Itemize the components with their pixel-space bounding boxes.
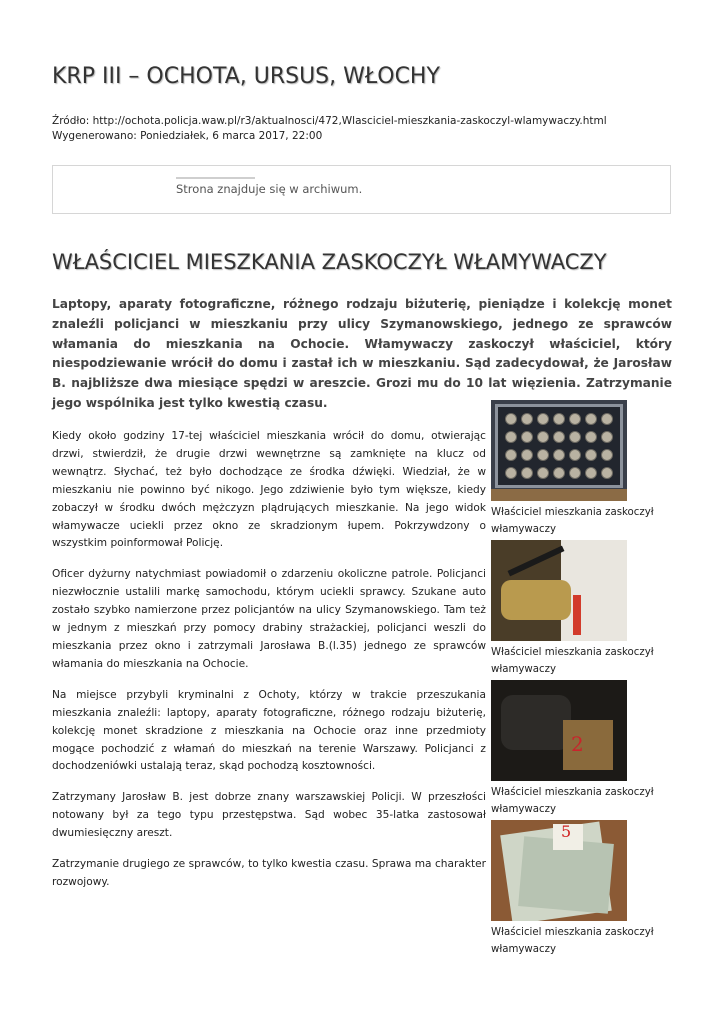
coin <box>601 431 613 443</box>
coin <box>553 431 565 443</box>
coin <box>553 413 565 425</box>
photo-caption: Właściciel mieszkania zaskoczył włamywaczy <box>491 927 654 955</box>
article-paragraph: Na miejsce przybyli kryminalni z Ochoty, którzy w trakcie przeszukania mieszkania znaleźli: laptopy, aparaty fotograficzne, różnego rodzaju biżuterię, kolekcję monet skradzione z mieszkania na Ochocie oraz inne przedmioty mogące pochodzić z włamań do mieszkań na terenie Warszawy. Policjanci z dochodzeniówki ustalają teraz, skąd pochodzą kosztowności. <box>52 688 486 773</box>
coin <box>601 467 613 479</box>
source-url: Źródło: http://ochota.policja.waw.pl/r3/aktualnosci/472,Wlasciciel-mieszkania-zaskoczyl-wlamywaczy.html <box>52 115 607 127</box>
banknotes-photo[interactable] <box>491 820 627 921</box>
archive-notice-box <box>52 165 671 214</box>
article-body <box>52 428 486 905</box>
camera-body <box>501 695 571 750</box>
coin <box>521 431 533 443</box>
coin <box>585 431 597 443</box>
archive-notice-rule <box>176 177 255 179</box>
evidence-number: 2 <box>571 732 584 756</box>
coin <box>585 413 597 425</box>
photo-figure <box>491 540 654 678</box>
photo-caption: Właściciel mieszkania zaskoczył włamywaczy <box>491 787 654 815</box>
jewelry-photo[interactable] <box>491 540 627 641</box>
page-meta <box>52 114 607 144</box>
coin <box>505 449 517 461</box>
coin <box>521 449 533 461</box>
coin <box>505 467 517 479</box>
coin <box>553 449 565 461</box>
coin <box>537 467 549 479</box>
coin <box>505 431 517 443</box>
coin <box>537 413 549 425</box>
coin <box>569 449 581 461</box>
article-paragraph: Zatrzymanie drugiego ze sprawców, to tylko kwestia czasu. Sprawa ma charakter rozwojowy. <box>52 858 486 888</box>
camera-photo[interactable] <box>491 680 627 781</box>
photo-figure <box>491 680 654 818</box>
coin <box>505 413 517 425</box>
archive-notice-text: Strona znajduje się w archiwum. <box>176 182 363 196</box>
article-lead: Laptopy, aparaty fotograficzne, różnego rodzaju biżuterię, pieniądze i kolekcję monet znaleźli policjanci w mieszkaniu przy ulicy Szymanowskiego, jednego ze sprawców włamania do mieszkania na Ochocie. Włamywaczy zaskoczył właściciel, który niespodziewanie wrócił do domu i zastał ich w mieszkaniu. Sąd zadecydował, że Jarosław B. najbliższe dwa miesiące spędzi w areszcie. Grozi mu do 10 lat więzienia. Zatrzymanie jego wspólnika jest tylko kwestią czasu. <box>52 297 672 410</box>
photo-caption: Właściciel mieszkania zaskoczył włamywaczy <box>491 647 654 675</box>
coin <box>537 449 549 461</box>
photo-caption: Właściciel mieszkania zaskoczył włamywaczy <box>491 507 654 535</box>
coin <box>569 467 581 479</box>
article-title: WŁAŚCICIEL MIESZKANIA ZASKOCZYŁ WŁAMYWACZY <box>52 250 607 274</box>
coin <box>569 413 581 425</box>
coin-collection-photo[interactable] <box>491 400 627 501</box>
evidence-number: 5 <box>561 822 572 841</box>
coin <box>521 467 533 479</box>
coin <box>521 413 533 425</box>
coin <box>569 431 581 443</box>
photo-figure <box>491 400 654 538</box>
coin <box>601 449 613 461</box>
generated-date: Wygenerowano: Poniedziałek, 6 marca 2017, 22:00 <box>52 130 323 142</box>
coin <box>601 413 613 425</box>
jewelry-pile <box>501 580 571 620</box>
article-paragraph: Oficer dyżurny natychmiast powiadomił o zdarzeniu okoliczne patrole. Policjanci niezwłocznie ustalili markę samochodu, którym uciekli sprawcy. Szukane auto zostało szybko namierzone przez policjantów na ulicy Szymanowskiego. Tam też w jednym z mieszkań przy pomocy drabiny strażackiej, policjanci weszli do mieszkania przez okno i zatrzymali Jarosława B.(l.35) jednego ze sprawców włamania do mieszkania na Ochocie. <box>52 568 486 670</box>
site-title: KRP III – OCHOTA, URSUS, WŁOCHY <box>52 64 440 89</box>
coin <box>537 431 549 443</box>
article-paragraph: Kiedy około godziny 17-tej właściciel mieszkania wrócił do domu, otwierając drzwi, stwierdził, że drugie drzwi wewnętrzne są zamknięte na klucz od wewnątrz. Słychać, też było dochodzące ze środka dźwięki. Wiedział, że w mieszkaniu nie powinno być nikogo. Jego zdziwienie było tym większe, kiedy zobaczył w środku dwóch mężczyzn plądrujących mieszkanie. Na jego widok włamywacze uciekli przez okno ze skradzionym łupem. Pokrzywdzony o wszystkim poinformował Policję. <box>52 430 486 550</box>
red-tool <box>573 595 581 635</box>
floor <box>491 489 627 501</box>
coin <box>585 467 597 479</box>
photo-figure <box>491 820 654 958</box>
coin <box>553 467 565 479</box>
article-paragraph: Zatrzymany Jarosław B. jest dobrze znany warszawskiej Policji. W przeszłości notowany był za tego typu przestępstwa. Sąd wobec 35-latka zastosował dwumiesięczny areszt. <box>52 791 486 840</box>
coin <box>585 449 597 461</box>
